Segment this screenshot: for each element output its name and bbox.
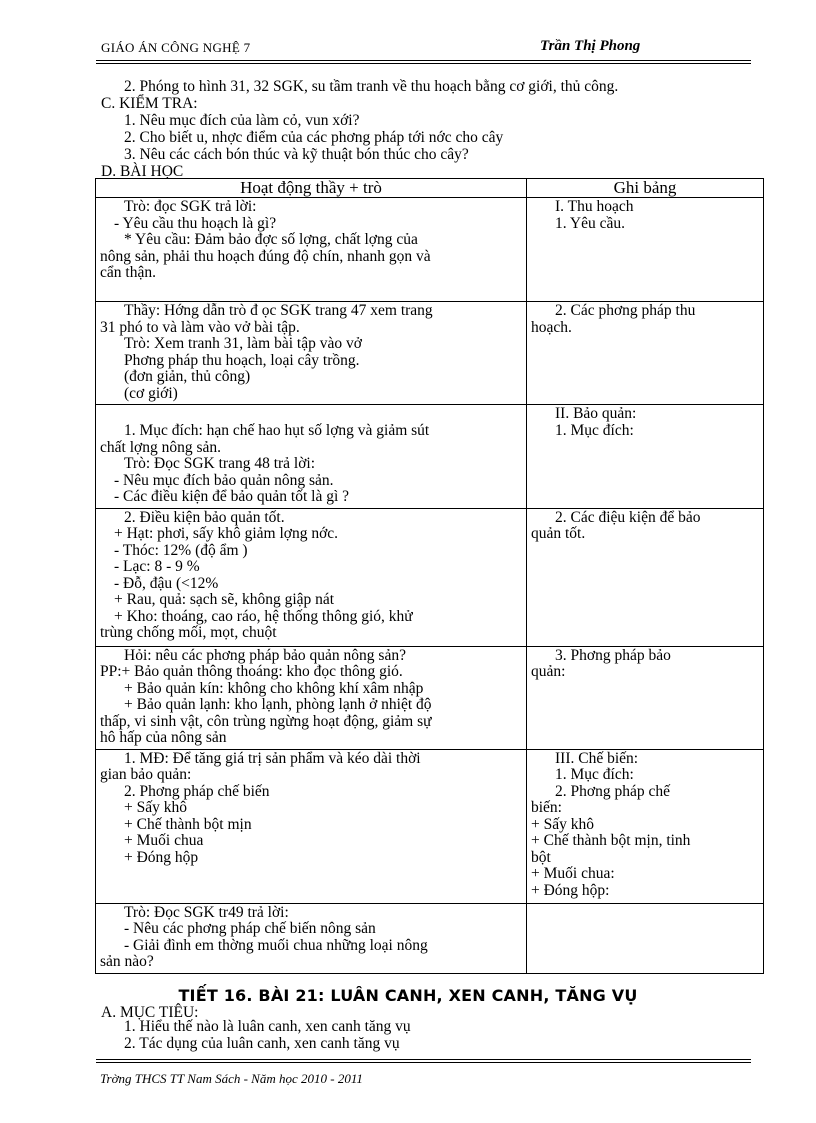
table-cell-activity: 1. Mục đích: hạn chế hao hụt số lợng và giảm sút chất lợng nông sản. Trò: Đọc SGK trang 48 trả lời: - Nêu mục đích bảo quản nông sản. - Các điều kiện để bảo quản tốt là gì ? [96, 405, 527, 509]
table-row [96, 405, 764, 509]
footer-rule [96, 1059, 751, 1060]
section-c-heading: C. KIỂM TRA: [101, 95, 198, 112]
table-cell-activity: Hỏi: nêu các phơng pháp bảo quản nông sản? PP:+ Bảo quản thông thoáng: kho đọc thông gió. + Bảo quản kín: không cho không khí xâm nhập + Bảo quản lạnh: kho lạnh, phòng lạnh ở nhiệt độ thấp, vi sinh vật, côn trùng ngừng hoạt động, giảm sự hô hấp của nông sản [96, 646, 527, 749]
table-cell-board: II. Bảo quản: 1. Mục đích: [527, 405, 764, 509]
check-question-3: 3. Nêu các cách bón thúc và kỹ thuật bón thúc cho cây? [124, 146, 469, 163]
page-header-left: GIÁO ÁN CÔNG NGHỆ 7 [101, 40, 251, 55]
table-cell-board: 3. Phơng pháp bảo quản: [527, 646, 764, 749]
table-row [96, 646, 764, 749]
footer-rule-2 [96, 1062, 751, 1063]
header-rule [96, 60, 751, 61]
table-cell-activity: 1. MĐ: Để tăng giá trị sản phẩm và kéo dài thời gian bảo quản: 2. Phơng pháp chế biến + Sấy khô + Chế thành bột mịn + Muối chua + Đóng hộp [96, 749, 527, 903]
section-d-heading: D. BÀI HỌC [101, 163, 184, 180]
table-cell-board: 2. Các phơng pháp thu hoạch. [527, 302, 764, 405]
table-row [96, 302, 764, 405]
objective-1: 1. Hiểu thế nào là luân canh, xen canh tăng vụ [124, 1018, 411, 1035]
table-cell-board: 2. Các điệu kiện để bảo quản tốt. [527, 508, 764, 646]
table-row [96, 198, 764, 302]
table-cell-board [527, 903, 764, 973]
table-cell-activity: Thầy: Hớng dẫn trò đ ọc SGK trang 47 xem trang 31 phó to và làm vào vở bài tập. Trò: Xem tranh 31, làm bài tập vào vở Phơng pháp thu hoạch, loại cây trồng. (đơn giản, thủ công) (cơ giới) [96, 302, 527, 405]
header-rule-2 [96, 63, 751, 64]
col-header-board: Ghi bảng [527, 179, 764, 198]
table-cell-board: III. Chế biến: 1. Mục đích: 2. Phơng pháp chế biến: + Sấy khô + Chế thành bột mịn, tinh bột + Muối chua: + Đóng hộp: [527, 749, 764, 903]
lesson-title: TIẾT 16. BÀI 21: LUÂN CANH, XEN CANH, TĂNG VỤ [178, 986, 638, 1005]
objective-2: 2. Tác dụng của luân canh, xen canh tăng vụ [124, 1035, 400, 1052]
table-row [96, 903, 764, 973]
table-cell-activity: Trò: Đọc SGK tr49 trả lời: - Nêu các phơng pháp chế biến nông sản - Giải đình em thờng muối chua những loại nông sản nào? [96, 903, 527, 973]
lesson-table [95, 178, 764, 974]
table-row [96, 508, 764, 646]
page-footer: Trờng THCS TT Nam Sách - Năm học 2010 - 2011 [100, 1071, 363, 1086]
table-row [96, 749, 764, 903]
table-cell-activity: 2. Điều kiện bảo quản tốt. + Hạt: phơi, sấy khô giảm lợng nớc. - Thóc: 12% (độ ẩm ) - Lạc: 8 - 9 % - Đỗ, đậu (<12% + Rau, quả: sạch sẽ, không giập nát + Kho: thoáng, cao ráo, hệ thống thông gió, khử trùng chống mối, mọt, chuột [96, 508, 527, 646]
check-question-2: 2. Cho biết u, nhợc điểm của các phơng pháp tới nớc cho cây [124, 129, 504, 146]
col-header-activities: Hoạt động thầy + trò [96, 179, 527, 198]
section-a-heading: A. MỤC TIÊU: [101, 1004, 199, 1021]
table-cell-activity: Trò: đọc SGK trả lời: - Yêu cầu thu hoạch là gì? * Yêu cầu: Đảm bảo đợc số lợng, chất lợng của nông sản, phải thu hoạch đúng độ chín, nhanh gọn và cẩn thận. [96, 198, 527, 302]
table-header-row [96, 179, 764, 198]
prep-item-2: 2. Phóng to hình 31, 32 SGK, su tầm tranh về thu hoạch bằng cơ giới, thủ công. [124, 78, 619, 95]
table-cell-board: I. Thu hoạch 1. Yêu cầu. [527, 198, 764, 302]
check-question-1: 1. Nêu mục đích của làm cỏ, vun xới? [124, 112, 360, 129]
page-header-right: Trần Thị Phong [540, 38, 641, 54]
